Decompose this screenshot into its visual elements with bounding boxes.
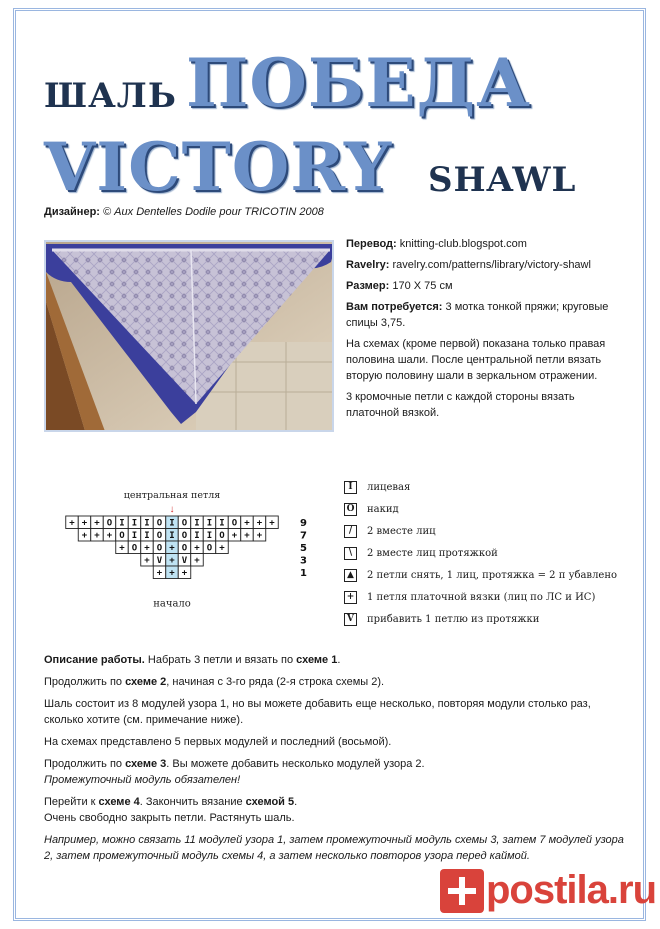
legend-text: 2 петли снять, 1 лиц, протяжка = 2 п убавлено bbox=[367, 569, 618, 581]
desc-chart-ref: схеме 4 bbox=[98, 796, 140, 808]
chart-cell-symbol: + bbox=[194, 543, 200, 554]
materials-label: Вам потребуется: bbox=[346, 301, 443, 313]
legend-text: прибавить 1 петлю из протяжки bbox=[367, 613, 540, 625]
legend-item bbox=[344, 590, 595, 604]
chart-cell-symbol: + bbox=[244, 518, 250, 529]
chart-cell-symbol: I bbox=[169, 531, 175, 541]
plus-logo-icon bbox=[440, 869, 484, 913]
legend-text: лицевая bbox=[367, 481, 411, 493]
legend-symbol: / bbox=[344, 525, 357, 538]
desc-heading: Описание работы. bbox=[44, 654, 145, 666]
legend-item bbox=[344, 502, 399, 516]
title-word-shawl-ru: ШАЛЬ bbox=[44, 76, 177, 116]
translation-label: Перевод: bbox=[346, 238, 397, 250]
chart-cell-symbol: + bbox=[269, 518, 275, 529]
legend-item bbox=[344, 524, 436, 538]
designer-line bbox=[44, 206, 324, 218]
chart-cell-symbol: + bbox=[106, 531, 113, 541]
info-paragraph-1: На схемах (кроме первой) показана только правая половина шали. После центральной петли вязать вторую половину шали в зеркальном отражении. bbox=[346, 338, 606, 382]
chart-cell-symbol: O bbox=[156, 543, 163, 554]
legend-symbol: O bbox=[344, 503, 357, 516]
chart-cell-symbol: + bbox=[94, 518, 100, 529]
chart-cell-symbol: + bbox=[181, 568, 188, 579]
translation-value: knitting-club.blogspot.com bbox=[399, 238, 527, 250]
chart-cell-symbol: + bbox=[219, 543, 225, 554]
center-arrow-icon: ↓ bbox=[169, 504, 175, 515]
chart-cell-symbol: + bbox=[194, 556, 200, 566]
chart-cell-symbol: + bbox=[169, 568, 175, 579]
chart-cell-symbol: + bbox=[169, 556, 175, 566]
chart-cell-symbol: I bbox=[131, 531, 138, 541]
chart-cell-symbol: + bbox=[169, 543, 175, 554]
chart-cell-symbol: O bbox=[131, 543, 138, 554]
legend-symbol: I bbox=[344, 481, 357, 494]
desc-paragraph-6 bbox=[44, 794, 624, 826]
desc-text: . bbox=[294, 796, 298, 808]
chart-cell-symbol: + bbox=[244, 531, 250, 541]
legend-text: накид bbox=[367, 503, 399, 515]
desc-paragraph-2 bbox=[44, 674, 624, 690]
chart-cell-symbol: I bbox=[131, 518, 138, 529]
chart-cell-symbol: I bbox=[194, 518, 200, 529]
chart-cell-symbol: I bbox=[194, 531, 200, 541]
designer-value: © Aux Dentelles Dodile pour TRICOTIN 2008 bbox=[103, 206, 324, 218]
chart-cell-symbol: + bbox=[144, 543, 150, 554]
desc-text: Перейти к bbox=[44, 796, 99, 808]
ravelry-label: Ravelry: bbox=[346, 259, 390, 271]
chart-bottom-label: начало bbox=[153, 598, 191, 610]
legend-symbol: + bbox=[344, 591, 357, 604]
chart-cell-symbol: O bbox=[181, 518, 188, 529]
legend-text: 2 вместе лиц bbox=[367, 525, 436, 537]
row-number: 1 bbox=[300, 568, 307, 579]
chart-cell-symbol: O bbox=[231, 518, 238, 529]
desc-text: . Вы можете добавить несколько модулей узора 2. bbox=[166, 758, 425, 770]
chart-cell-symbol: O bbox=[106, 518, 113, 529]
ravelry-value: ravelry.com/patterns/library/victory-shawl bbox=[392, 259, 591, 271]
desc-text: Продолжить по bbox=[44, 758, 126, 770]
chart-cell-symbol: V bbox=[181, 556, 188, 566]
chart-cell-symbol: I bbox=[169, 518, 175, 529]
chart-top-label: центральная петля bbox=[123, 490, 221, 501]
chart-cell-symbol: + bbox=[119, 543, 125, 554]
size-label: Размер: bbox=[346, 280, 390, 292]
chart-cell-symbol: + bbox=[144, 556, 150, 566]
chart-cell-symbol: I bbox=[219, 518, 225, 529]
legend-item bbox=[344, 480, 410, 494]
chart-cell-symbol: + bbox=[81, 531, 88, 541]
title-word-victory: VICTORY bbox=[44, 128, 393, 206]
chart-cell-symbol: I bbox=[206, 518, 213, 529]
chart-svg bbox=[52, 478, 322, 618]
chart-cell-symbol: V bbox=[156, 556, 163, 566]
watermark-text: postila.ru bbox=[486, 868, 657, 912]
chart-cell-symbol: + bbox=[256, 531, 263, 541]
chart-cell-symbol: O bbox=[206, 543, 213, 554]
chart-cell-symbol: O bbox=[181, 543, 188, 554]
legend-item bbox=[344, 568, 617, 582]
desc-chart-ref: схеме 3 bbox=[125, 758, 167, 770]
desc-paragraph-5 bbox=[44, 756, 624, 788]
desc-note: Промежуточный модуль обязателен! bbox=[44, 774, 241, 786]
materials-line bbox=[346, 299, 626, 331]
info-panel bbox=[346, 236, 626, 426]
chart-cell-symbol: I bbox=[206, 531, 213, 541]
desc-text: . bbox=[337, 654, 341, 666]
desc-example: Например, можно связать 11 модулей узора 1, затем промежуточный модуль схемы 3, затем 7 модулей узора 2, затем промежуточный модуль схемы 4, а затем несколько повторов узора перед каймой. bbox=[44, 834, 624, 862]
chart-cell-symbol: + bbox=[69, 518, 75, 529]
postila-watermark bbox=[440, 868, 656, 913]
chart-cell-symbol: + bbox=[256, 518, 263, 529]
info-paragraph-2: 3 кромочные петли с каждой стороны вязать платочной вязкой. bbox=[346, 391, 575, 419]
row-number: 7 bbox=[300, 530, 307, 542]
chart-cell-symbol: O bbox=[156, 518, 163, 529]
materials-value: 3 мотка тонкой пряжи; круговые спицы 3,75. bbox=[346, 301, 609, 329]
size-line bbox=[346, 278, 626, 294]
description bbox=[44, 652, 624, 870]
desc-text: Продолжить по bbox=[44, 676, 126, 688]
legend-symbol: V bbox=[344, 613, 357, 626]
legend-symbol: \ bbox=[344, 547, 357, 560]
row-number: 5 bbox=[300, 543, 307, 554]
desc-text: Очень свободно закрыть петли. Растянуть шаль. bbox=[44, 812, 295, 824]
desc-text: Набрать 3 петли и вязать по bbox=[144, 654, 297, 666]
desc-chart-ref: схеме 2 bbox=[125, 676, 167, 688]
chart-cell-symbol: + bbox=[81, 518, 88, 529]
shawl-photo bbox=[44, 240, 334, 432]
designer-label: Дизайнер: bbox=[44, 206, 100, 218]
chart-cell-symbol: I bbox=[119, 518, 125, 529]
ravelry-line bbox=[346, 257, 626, 273]
chart-cell-symbol: + bbox=[94, 531, 100, 541]
desc-text: , начиная с 3-го ряда (2-я строка схемы 2). bbox=[166, 676, 385, 688]
legend-symbol: ▲ bbox=[344, 569, 357, 582]
desc-paragraph-7 bbox=[44, 832, 624, 864]
legend-item bbox=[344, 546, 498, 560]
chart-cell-symbol: + bbox=[156, 568, 163, 579]
chart-cell-symbol: O bbox=[156, 531, 163, 541]
chart-cell-symbol: O bbox=[219, 531, 225, 541]
row-number: 9 bbox=[300, 518, 307, 529]
desc-chart-ref: схемой 5 bbox=[245, 796, 295, 808]
title-word-pobeda: ПОБЕДА bbox=[186, 44, 531, 122]
chart-cell-symbol: I bbox=[144, 531, 150, 541]
chart-cell-symbol: O bbox=[181, 531, 188, 541]
desc-paragraph-3: Шаль состоит из 8 модулей узора 1, но вы можете добавить еще несколько, повторяя модули столько раз, сколько хотите (см. примечание ниже). bbox=[44, 698, 591, 726]
translation-line bbox=[346, 236, 626, 252]
desc-chart-ref: схеме 1 bbox=[296, 654, 338, 666]
title-word-shawl-en: SHAWL bbox=[428, 160, 577, 200]
legend-text: 2 вместе лиц протяжкой bbox=[367, 547, 498, 559]
row-number: 3 bbox=[300, 555, 307, 567]
size-value: 170 X 75 см bbox=[392, 280, 453, 292]
chart-cell-symbol: I bbox=[144, 518, 150, 529]
knitting-chart bbox=[52, 478, 322, 618]
chart-cell-symbol: + bbox=[231, 531, 238, 541]
desc-text: . Закончить вязание bbox=[139, 796, 246, 808]
legend-text: 1 петля платочной вязки (лиц по ЛС и ИС) bbox=[367, 591, 596, 603]
desc-paragraph-4: На схемах представлено 5 первых модулей и последний (восьмой). bbox=[44, 736, 392, 748]
chart-cell-symbol: O bbox=[119, 531, 125, 541]
legend-item bbox=[344, 612, 539, 626]
desc-paragraph-1 bbox=[44, 652, 624, 668]
